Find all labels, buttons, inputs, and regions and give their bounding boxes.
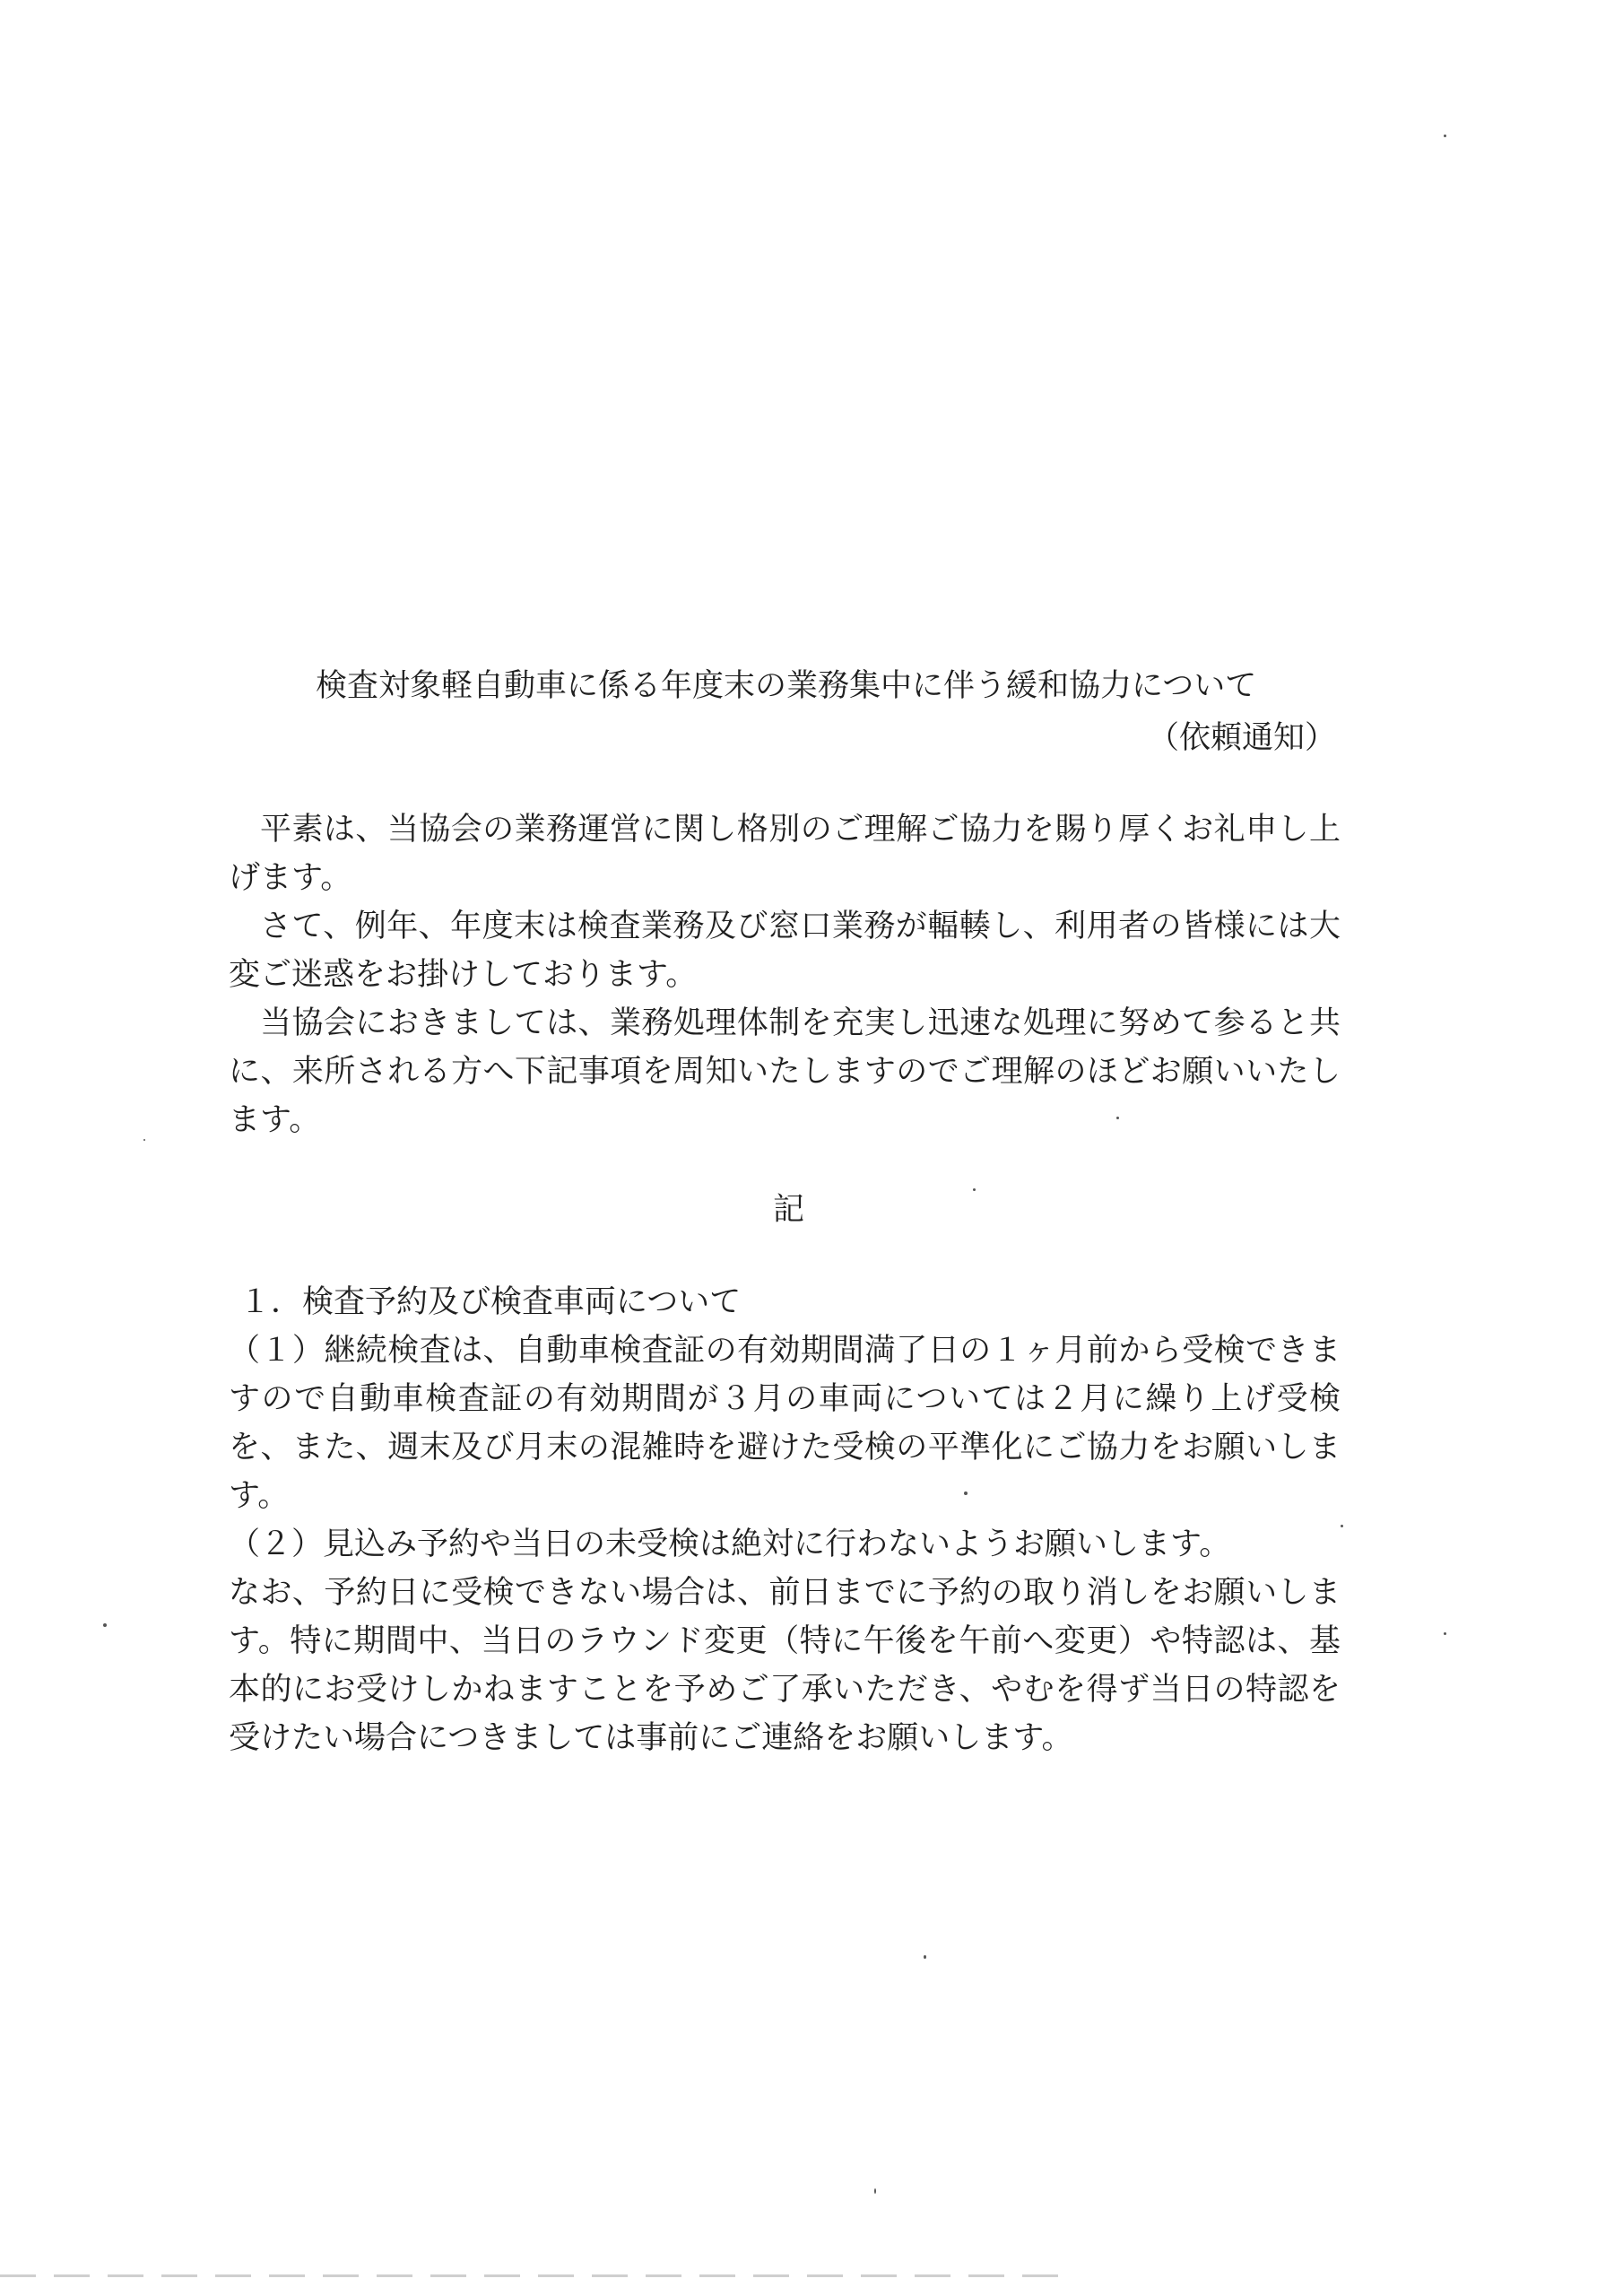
section-1-item-2-continued: なお、予約日に受検できない場合は、前日までに予約の取り消しをお願いします。特に期間中、当日のラウンド変更（特に午後を午前へ変更）や特認は、基本的にお受けしかねますことを予めご了承いただき、やむを得ず当日の特認を受けたい場合につきましては事前にご連絡をお願いします。: [229, 1575, 1341, 1756]
intro-paragraph-1: 平素は、当協会の業務運営に関し格別のご理解ご協力を賜り厚くお礼申し上げます。: [229, 812, 1341, 896]
scan-speck: [973, 1188, 976, 1191]
scan-speck: [924, 1955, 926, 1959]
scan-speck: [1341, 1525, 1343, 1527]
section-1: [229, 1278, 1341, 1762]
scan-speck: [1444, 1632, 1446, 1635]
document-subtitle: （依頼通知）: [1147, 720, 1336, 756]
intro-paragraph-2: さて、例年、年度末は検査業務及び窓口業務が輻輳し、利用者の皆様には大変ご迷惑をお掛けしております。: [229, 909, 1341, 993]
ki-marker: 記: [773, 1192, 805, 1228]
section-1-item-2: （２）見込み予約や当日の未受検は絶対に行わないようお願いします。: [229, 1526, 1231, 1562]
scan-speck: [964, 1492, 968, 1495]
intro-section: [229, 805, 1341, 1144]
scan-speck: [1116, 1117, 1119, 1119]
document-title: 検査対象軽自動車に係る年度末の業務集中に伴う緩和協力について: [316, 668, 1257, 704]
scan-speck: [1444, 135, 1446, 137]
scan-speck: [103, 1623, 107, 1627]
section-1-item-1: （１）継続検査は、自動車検査証の有効期間満了日の１ヶ月前から受検できますので自動車検査証の有効期間が３月の車両については２月に繰り上げ受検を、また、週末及び月末の混雑時を避けた受検の平準化にご協力をお願いします。: [229, 1333, 1341, 1514]
scan-edge-artifact: [0, 2274, 1076, 2277]
intro-paragraph-3: 当協会におきましては、業務処理体制を充実し迅速な処理に努めて参ると共に、来所される方へ下記事項を周知いたしますのでご理解のほどお願いいたします。: [229, 1005, 1341, 1138]
scan-speck: [143, 1139, 145, 1141]
section-1-heading: １．検査予約及び検査車両について: [239, 1284, 742, 1320]
scan-speck: [874, 2188, 876, 2194]
